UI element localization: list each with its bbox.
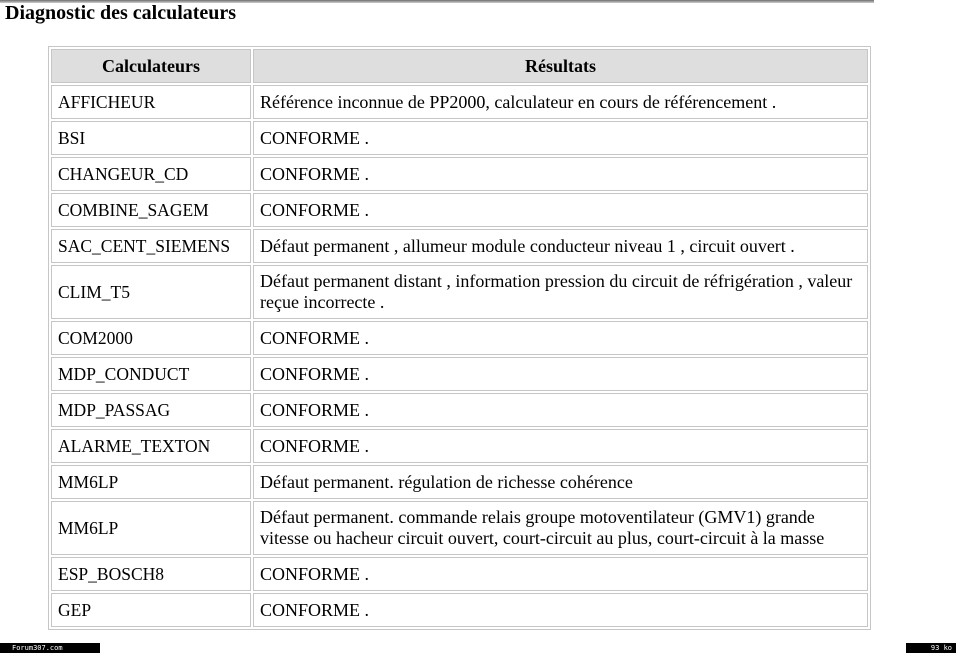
table-row	[51, 265, 868, 319]
table-row	[51, 193, 868, 227]
table-row	[51, 465, 868, 499]
page-title: Diagnostic des calculateurs	[5, 2, 237, 24]
table-row	[51, 121, 868, 155]
table-row	[51, 85, 868, 119]
calculateur-cell: MDP_CONDUCT	[51, 357, 251, 391]
calculateur-cell: SAC_CENT_SIEMENS	[51, 229, 251, 263]
column-header-calculateurs: Calculateurs	[51, 49, 251, 83]
table-row	[51, 393, 868, 427]
calculateur-cell: MM6LP	[51, 501, 251, 555]
resultat-cell: Défaut permanent. commande relais groupe motoventilateur (GMV1) grande vitesse ou hacheur circuit ouvert, court-circuit au plus, court-circuit à la masse	[253, 501, 868, 555]
calculateur-cell: CHANGEUR_CD	[51, 157, 251, 191]
resultat-cell: Référence inconnue de PP2000, calculateur en cours de référencement .	[253, 85, 868, 119]
table-row	[51, 557, 868, 591]
column-header-resultats: Résultats	[253, 49, 868, 83]
table-row	[51, 229, 868, 263]
resultat-cell: CONFORME .	[253, 429, 868, 463]
resultat-cell: CONFORME .	[253, 593, 868, 627]
table-row	[51, 593, 868, 627]
resultat-cell: CONFORME .	[253, 321, 868, 355]
calculateur-cell: MDP_PASSAG	[51, 393, 251, 427]
calculateur-cell: CLIM_T5	[51, 265, 251, 319]
calculateur-cell: GEP	[51, 593, 251, 627]
resultat-cell: CONFORME .	[253, 193, 868, 227]
table-row	[51, 357, 868, 391]
calculateur-cell: COMBINE_SAGEM	[51, 193, 251, 227]
calculateur-cell: BSI	[51, 121, 251, 155]
calculateur-cell: AFFICHEUR	[51, 85, 251, 119]
resultat-cell: CONFORME .	[253, 393, 868, 427]
resultat-cell: Défaut permanent distant , information pression du circuit de réfrigération , valeur reçue incorrecte .	[253, 265, 868, 319]
calculateur-cell: ESP_BOSCH8	[51, 557, 251, 591]
resultat-cell: CONFORME .	[253, 557, 868, 591]
resultat-cell: Défaut permanent. régulation de richesse cohérence	[253, 465, 868, 499]
table-row	[51, 501, 868, 555]
footer-size-label: 93 ko	[906, 643, 956, 653]
calculateur-cell: COM2000	[51, 321, 251, 355]
resultat-cell: CONFORME .	[253, 357, 868, 391]
resultat-cell: CONFORME .	[253, 157, 868, 191]
table-row	[51, 429, 868, 463]
resultat-cell: Défaut permanent , allumeur module conducteur niveau 1 , circuit ouvert .	[253, 229, 868, 263]
calculateur-cell: MM6LP	[51, 465, 251, 499]
calculateur-cell: ALARME_TEXTON	[51, 429, 251, 463]
table-header-row	[51, 49, 868, 83]
diagnostic-table	[48, 46, 871, 630]
footer-site-label: Forum307.com	[0, 643, 100, 653]
table-row	[51, 157, 868, 191]
resultat-cell: CONFORME .	[253, 121, 868, 155]
table-row	[51, 321, 868, 355]
